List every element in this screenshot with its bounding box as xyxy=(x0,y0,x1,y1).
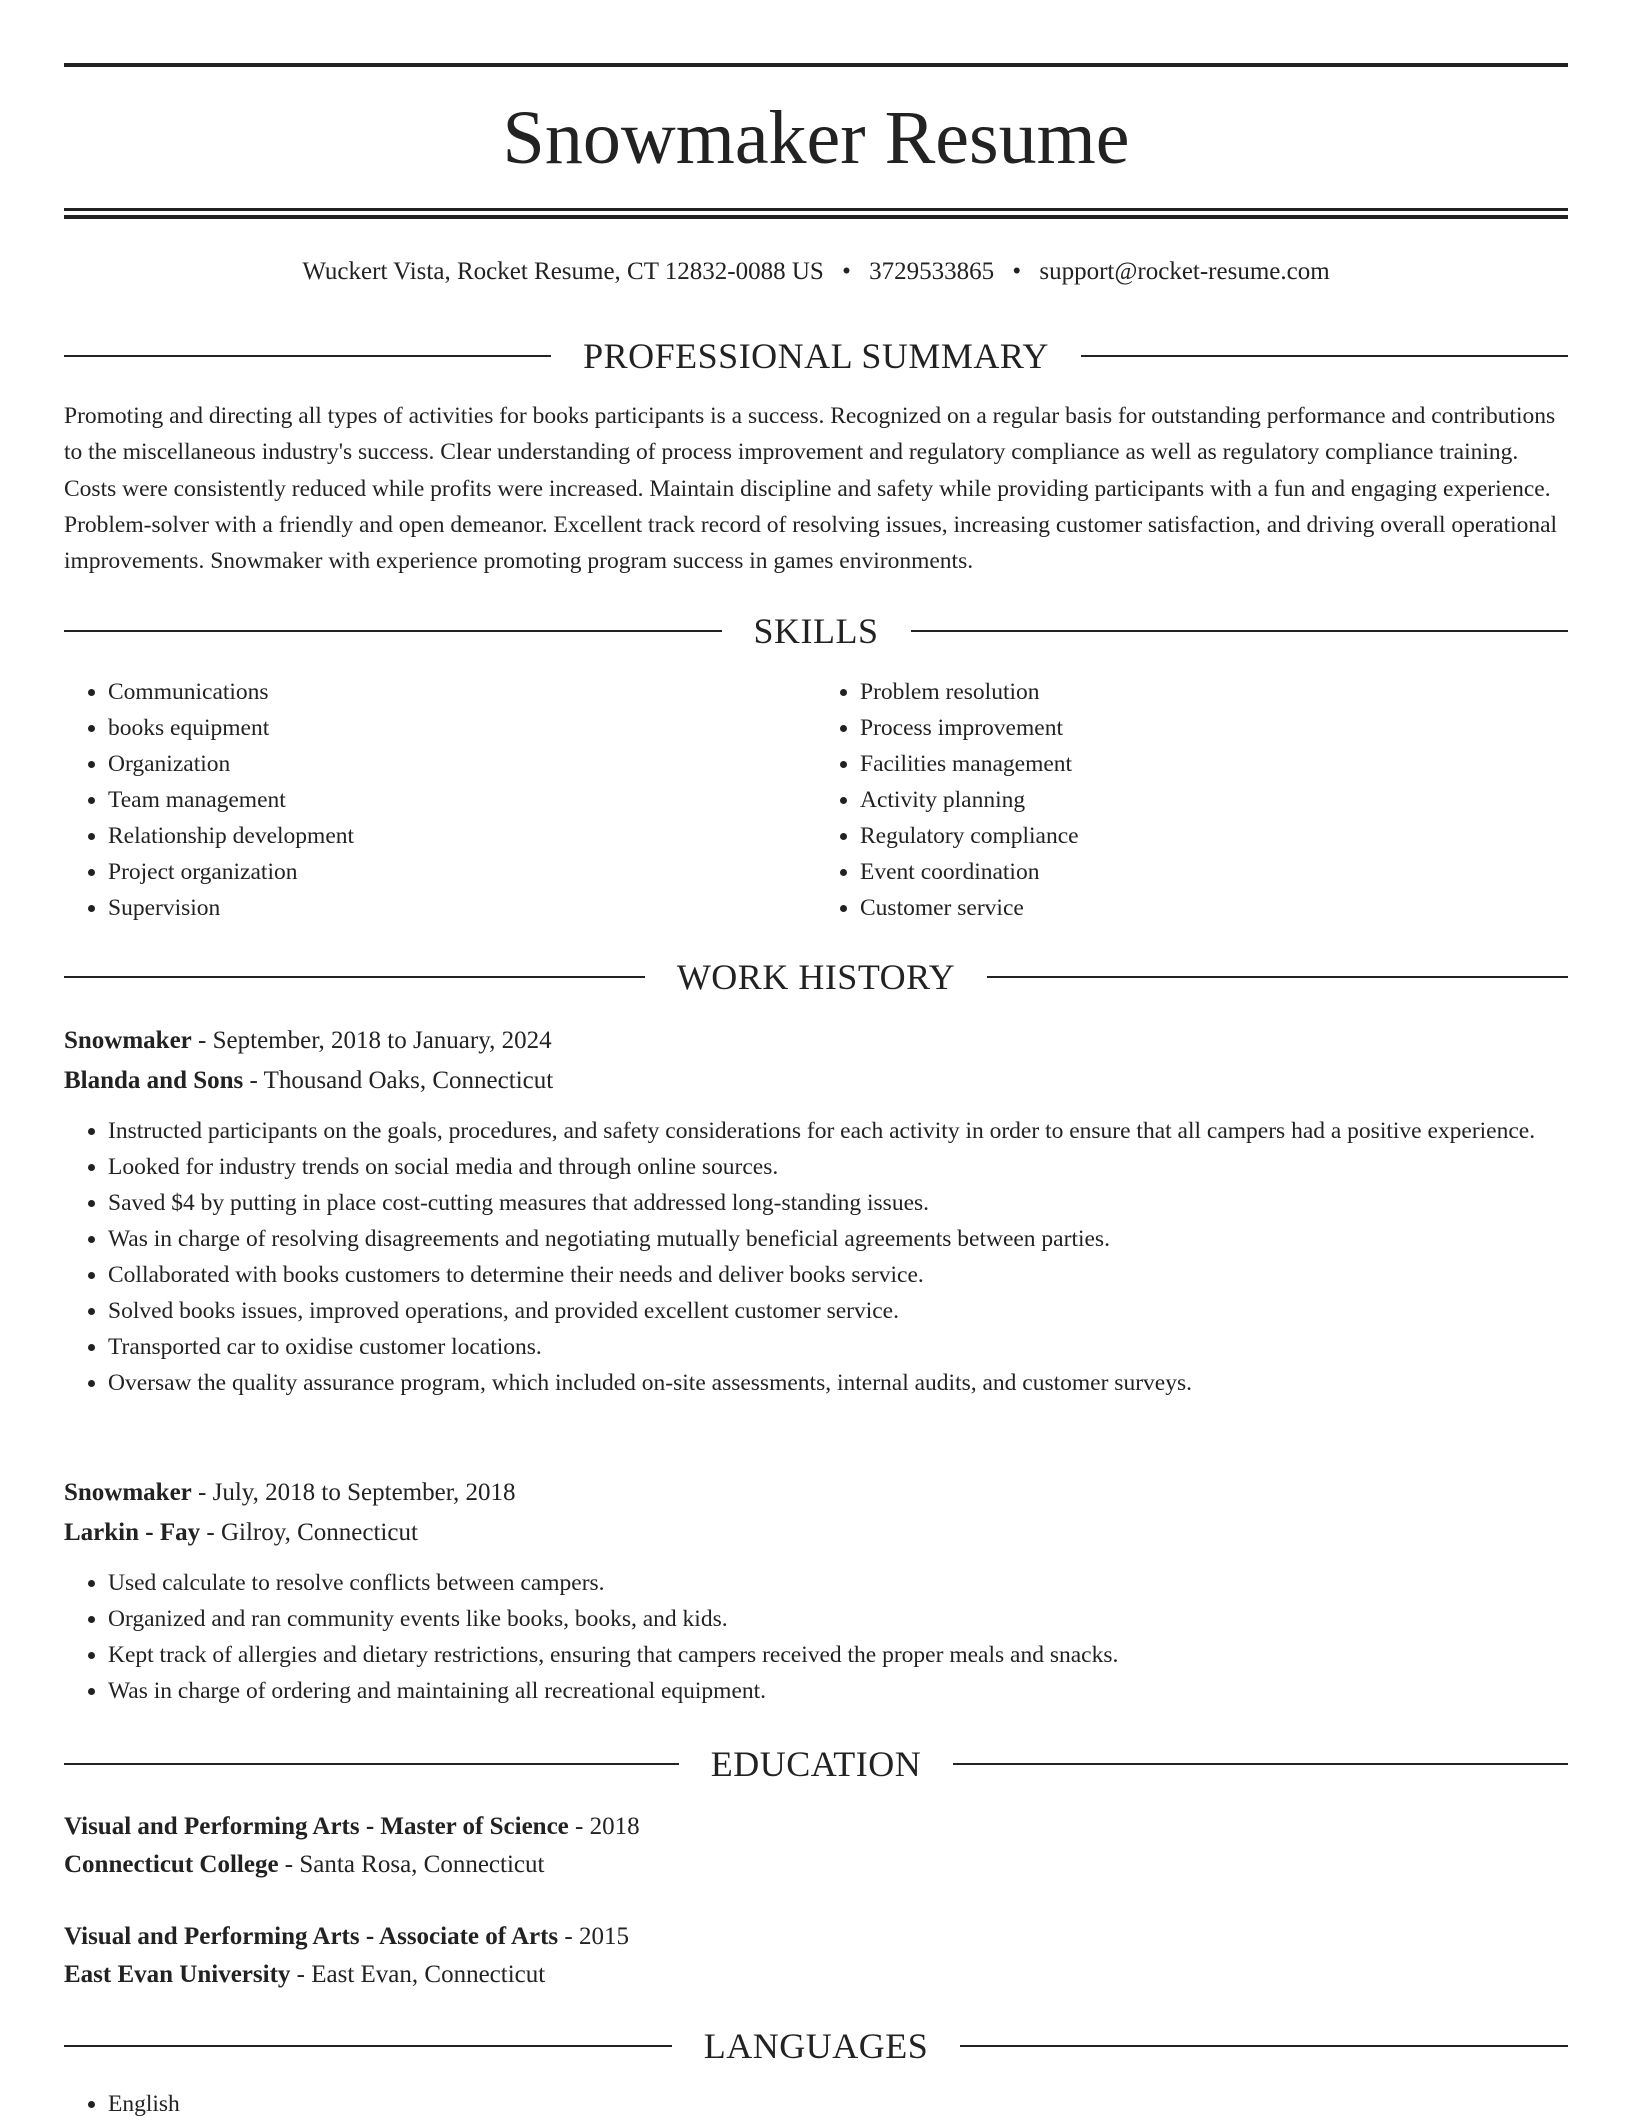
heading-rule-left xyxy=(64,355,551,357)
section-heading-summary xyxy=(64,334,1568,378)
job-bullet: • Solved books issues, improved operations, and provided excellent customer service. xyxy=(108,1293,1568,1329)
skill-item: • Problem resolution xyxy=(860,674,1568,710)
education-location: - Santa Rosa, Connecticut xyxy=(278,1851,545,1878)
job-bullet: • Instructed participants on the goals, procedures, and safety considerations for each activity in order to ensure that all campers had a positive experience. xyxy=(108,1113,1568,1149)
skill-item: • Supervision xyxy=(108,890,816,926)
skills-columns xyxy=(64,674,1568,926)
education-degree: Visual and Performing Arts - Associate of Arts xyxy=(64,1923,559,1950)
job-bullet: • Transported car to oxidise customer locations. xyxy=(108,1329,1568,1365)
contact-phone[interactable]: 3729533865 xyxy=(869,258,995,285)
heading-rule-right xyxy=(1081,355,1568,357)
skill-item: • Team management xyxy=(108,782,816,818)
skill-item: • Process improvement xyxy=(860,710,1568,746)
skill-item: • Facilities management xyxy=(860,746,1568,782)
heading-rule-left xyxy=(64,2045,672,2047)
contact-separator: • xyxy=(1012,258,1022,285)
job-title: Snowmaker xyxy=(64,1027,192,1054)
summary-paragraph: Promoting and directing all types of activities for books participants is a success. Recognized on a regular basis for outstanding performance and contributions to the miscellaneous industry's success. Clear understanding of process improvement and regulatory compliance as well as regulatory compliance training. Costs were consistently reduced while profits were increased. Maintain discipline and safety while providing participants with a fun and engaging experience. Problem-solver with a friendly and open demeanor. Excellent track record of resolving issues, increasing customer satisfaction, and driving overall operational improvements. Snowmaker with experience promoting program success in games environments. xyxy=(64,403,1558,575)
section-title: PROFESSIONAL SUMMARY xyxy=(583,336,1049,376)
heading-rule-right xyxy=(953,1763,1568,1765)
section-heading-languages xyxy=(64,2024,1568,2068)
section-heading-work xyxy=(64,955,1568,999)
job-bullet: • Used calculate to resolve conflicts between campers. xyxy=(108,1565,1568,1601)
skill-item: • Project organization xyxy=(108,854,816,890)
education-degree: Visual and Performing Arts - Master of Science xyxy=(64,1813,569,1840)
section-title: EDUCATION xyxy=(710,1744,922,1784)
heading-rule-left xyxy=(64,1763,679,1765)
contact-separator: • xyxy=(842,258,851,285)
job-bullet: • Saved $4 by putting in place cost-cutting measures that addressed long-standing issues. xyxy=(108,1185,1568,1221)
section-title: LANGUAGES xyxy=(703,2026,929,2066)
skills-list-left xyxy=(64,674,816,926)
job-dates: - July, 2018 to September, 2018 xyxy=(191,1479,516,1506)
job-bullet: • Was in charge of ordering and maintaining all recreational equipment. xyxy=(108,1673,1568,1709)
heading-rule-right xyxy=(960,2045,1568,2047)
job-location: - Gilroy, Connecticut xyxy=(200,1519,418,1546)
resume-title: Snowmaker Resume xyxy=(502,96,1130,180)
title-double-rule xyxy=(64,208,1568,219)
skill-item: • Organization xyxy=(108,746,816,782)
section-heading-education xyxy=(64,1742,1568,1786)
languages-list xyxy=(64,2086,1568,2122)
language-item: • English xyxy=(108,2086,1568,2122)
job-bullet: • Looked for industry trends on social media and through online sources. xyxy=(108,1149,1568,1185)
skill-item: • Communications xyxy=(108,674,816,710)
job-entry xyxy=(64,1473,1568,1709)
education-year: - 2015 xyxy=(558,1923,629,1950)
contact-email[interactable]: support@rocket-resume.com xyxy=(1039,258,1330,285)
heading-rule-right xyxy=(987,976,1568,978)
heading-rule-left xyxy=(64,630,722,632)
skill-item: • Activity planning xyxy=(860,782,1568,818)
education-location: - East Evan, Connecticut xyxy=(290,1961,546,1988)
contact-line xyxy=(64,254,1568,290)
job-bullet: • Was in charge of resolving disagreements and negotiating mutually beneficial agreements between parties. xyxy=(108,1221,1568,1257)
job-bullet: • Oversaw the quality assurance program, which included on-site assessments, internal audits, and customer surveys. xyxy=(108,1365,1568,1401)
job-bullets xyxy=(64,1113,1568,1401)
job-company: Larkin - Fay xyxy=(64,1519,201,1546)
education-entry xyxy=(64,1808,1568,1884)
education-school: East Evan University xyxy=(64,1961,291,1988)
job-location: - Thousand Oaks, Connecticut xyxy=(243,1067,554,1094)
job-bullet: • Organized and ran community events like books, books, and kids. xyxy=(108,1601,1568,1637)
top-rule xyxy=(64,63,1568,67)
heading-rule-left xyxy=(64,976,645,978)
skill-item: • Customer service xyxy=(860,890,1568,926)
skill-item: • Event coordination xyxy=(860,854,1568,890)
job-bullet: • Kept track of allergies and dietary restrictions, ensuring that campers received the proper meals and snacks. xyxy=(108,1637,1568,1673)
skill-item: • books equipment xyxy=(108,710,816,746)
education-year: - 2018 xyxy=(568,1813,640,1840)
contact-address: Wuckert Vista, Rocket Resume, CT 12832-0088 US xyxy=(302,258,824,285)
job-bullets xyxy=(64,1565,1568,1709)
education-school: Connecticut College xyxy=(64,1851,279,1878)
skill-item: • Regulatory compliance xyxy=(860,818,1568,854)
job-dates: - September, 2018 to January, 2024 xyxy=(191,1027,552,1054)
section-heading-skills xyxy=(64,609,1568,653)
section-title: WORK HISTORY xyxy=(676,957,956,997)
job-title: Snowmaker xyxy=(64,1479,192,1506)
skills-list-right xyxy=(816,674,1568,926)
job-entry xyxy=(64,1021,1568,1401)
section-title: SKILLS xyxy=(753,611,879,651)
education-entry xyxy=(64,1918,1568,1994)
job-bullet: • Collaborated with books customers to determine their needs and deliver books service. xyxy=(108,1257,1568,1293)
heading-rule-right xyxy=(911,630,1569,632)
skill-item: • Relationship development xyxy=(108,818,816,854)
job-company: Blanda and Sons xyxy=(64,1067,244,1094)
